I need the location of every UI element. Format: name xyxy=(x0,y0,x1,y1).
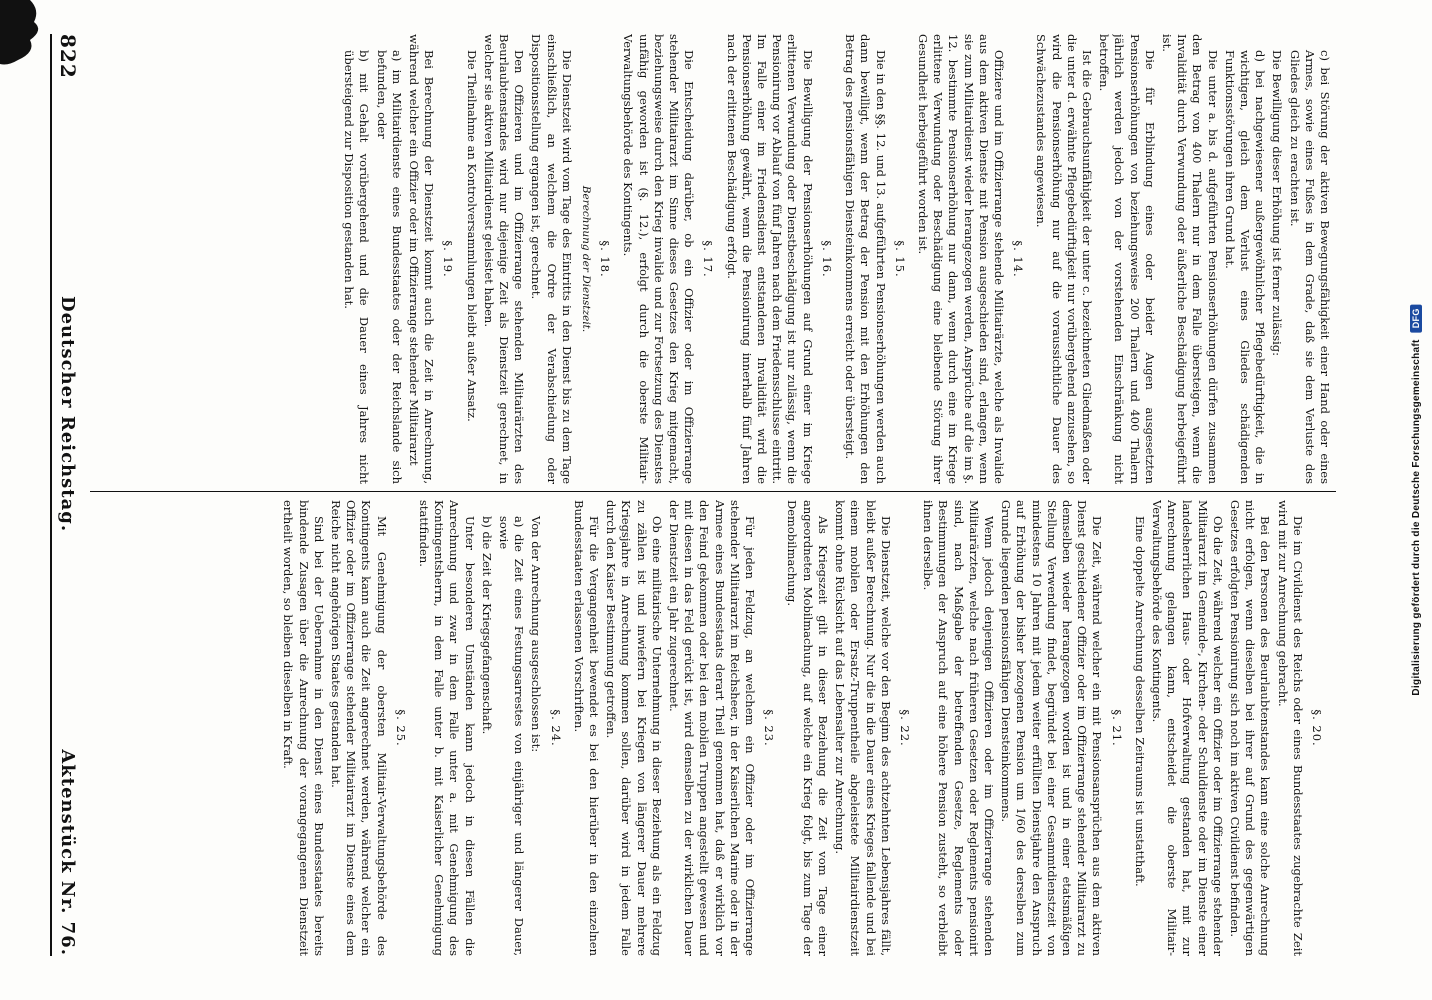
section-heading-25: §. 25. xyxy=(393,709,408,747)
paragraph: Wenn jedoch denjenigen Offizieren oder im Offizierrange stehenden Militairärzten, welche nach früheren Gesetzen oder Reglements pensionirt sind, nach Maßgabe der betreffenden Gesetze, Reglements oder Bestimmungen der Anspruch auf eine höhere Pension zusteht, so verbleibt ihnen derselbe. xyxy=(921,500,996,956)
paragraph: Ob die Zeit, während welcher ein Offizier oder im Offizierrange stehender Militairarzt im Gemeinde-, Kirchen- oder Schuldienste oder im Dienste einer landesherrlichen Haus- oder Hofverwaltung gestanden hat, mit zur Anrechnung gelangen kann, entscheidet die oberste Militair-Verwaltungsbehörde des Kontingents. xyxy=(1149,500,1225,956)
credit-line xyxy=(1410,304,1422,695)
paragraph: Die für Erblindung eines oder beider Augen ausgesetzten Pensionserhöhungen von beziehungsweise 200 Thalern und 400 Thalern jährlich werden jedoch von der vorstehenden Einschränkung nicht betroffen. xyxy=(1097,34,1157,484)
paragraph: Mit Genehmigung der obersten Militair-Verwaltungsbehörde des Kontingents kann auch die Zeit angerechnet werden, während welcher ein Offizier oder im Offizierrange stehender Militairarzt im Dienste eines dem Reiche nicht angehörigen Staates gestanden hat. xyxy=(329,500,389,956)
section-heading-24: §. 24. xyxy=(548,709,563,747)
paragraph: Ist die Gebrauchsunfähigkeit der unter c. bezeichneten Gliedmaßen oder die unter d. erwähnte Pflegebedürftigkeit nur vorübergehend anzusehen, so wird die Pensionserhöhung nur auf die voraussichtliche Dauer des Schwächezustandes angewiesen. xyxy=(1034,34,1094,484)
page-number: 822 xyxy=(56,34,80,79)
paragraph: Die Bewilligung der Pensionserhöhungen auf Grund einer im Kriege erlittenen Verwundung oder Dienstbeschädigung ist nur zulässig, wenn die Pensionirung vor Ablauf von fünf Jahren nach dem Friedensschlusse eintritt. Im Falle einer im Friedensdienst entstandenen Invalidität wird die Pensionserhöhung gewährt, wenn die Pensionirung innerhalb fünf Jahren nach der erlittenen Beschädigung erfolgt. xyxy=(724,34,815,484)
paragraph: Von der Anrechnung ausgeschlossen ist: xyxy=(529,516,544,753)
item-b: b) mit Gehalt vorübergehend und die Dauer eines Jahres nicht übersteigend zur Disposition gestanden hat. xyxy=(342,50,372,484)
paragraph: Eine doppelte Anrechnung desselben Zeitraums ist unstatthaft. xyxy=(1132,516,1147,887)
item-a: a) im Militairdienste eines Bundesstaates oder der Reichslande sich befunden, oder xyxy=(374,50,404,484)
column-divider xyxy=(90,491,1336,492)
paragraph: Den Offizieren und im Offizierrange stehenden Militairärzten des Beurlaubtenstandes wird nur diejenige Zeit als Dienstzeit gerechnet, in welcher sie aktiven Militairdienst geleistet haben. xyxy=(481,34,527,484)
section-heading-15: §. 15. xyxy=(892,240,907,278)
paragraph: Bei den Personen des Beurlaubtenstandes kann eine solche Anrechnung nicht erfolgen, wenn dieselben bei ihrer auf Grund des gegenwärtigen Gesetzes erfolgten Pensionirung sich noch im aktiven Civildienst befinden. xyxy=(1227,500,1273,956)
paragraph: Die Dienstzeit, welche vor den Beginn des achtzehnten Lebensjahres fällt, bleibt außer Berechnung. Nur die in die Dauer eines Krieges fallende und bei einem mobilen oder Ersatz-Truppentheile abgeleistete Militairdienstzeit kommt ohne Rücksicht auf das Lebensalter zur Anrechnung. xyxy=(833,500,893,956)
paragraph: Sind bei der Uebernahme in den Dienst eines Bundesstaates bereits bindende Zusagen über die Anrechnung der vorangegangenen Dienstzeit ertheilt worden, so bleiben dieselben in Kraft. xyxy=(281,500,326,956)
section-heading-17: §. 17. xyxy=(701,240,716,278)
right-column xyxy=(94,500,1332,956)
section-heading-14: §. 14. xyxy=(1011,240,1026,278)
credit-text: Digitalisierung gefördert durch die Deutsche Forschungsgemeinschaft xyxy=(1411,339,1422,696)
item-b: b) die Zeit der Kriegsgefangenschaft. xyxy=(479,516,494,735)
page-header xyxy=(50,34,86,956)
paragraph: Bei Berechnung der Dienstzeit kommt auch die Zeit in Anrechnung, während welcher ein Offizier oder im Offizierrange stehender Militairarzt xyxy=(407,34,437,484)
item-c: c) bei Störung der aktiven Bewegungsfähigkeit einer Hand oder eines Armes, sowie eines Fußes in dem Grade, daß sie dem Verluste des Gliedes gleich zu erachten ist. xyxy=(1287,50,1332,484)
paragraph: Die Theilnahme an Kontrolversammlungen bleibt außer Ansatz. xyxy=(464,50,479,422)
paragraph: Die in den §§. 12. und 13. aufgeführten Pensionserhöhungen werden auch dann bewilligt, wenn der Betrag der Pension mit den Erhöhungen den Betrag des pensionsfähigen Diensteinkommens erreicht oder übersteigt. xyxy=(843,34,888,484)
paragraph: Die Zeit, während welcher ein mit Pensionsansprüchen aus dem aktiven Dienst geschiedener Offizier oder im Offizierrange stehender Militairarzt zu demselben wieder herangezogen worden ist und in einer etatsmäßigen Stellung Verwendung findet, begründet bei einer Gesammtdienstzeit von mindestens 10 Jahren mit jedem weiter erfüllten Dienstjahre den Anspruch auf Erhöhung der bisher bezogenen Pension um 1/60 des derselben zum Grunde liegenden pensionsfähigen Diensteinkommens. xyxy=(999,500,1105,956)
item-d: d) bei nachgewiesener außergewöhnlicher Pflegebedürftigkeit, die in wichtigen, gleich dem Verlust eines Gliedes schädigenden Funktionsstörungen ihren Grund hat. xyxy=(1222,50,1268,484)
paragraph: Für jeden Feldzug, an welchem ein Offizier oder im Offizierrange stehender Militairarzt im Reichsheer, in der Kaiserlichen Marine oder in der Armee eines Bundesstaats derart Theil genommen hat, daß er wirklich vor den Feind gekommen oder bei den mobilen Truppen angestellt gewesen und mit diesen in das Feld gerückt ist, wird demselben zu der wirklichen Dauer der Dienstzeit ein Jahr zugerechnet. xyxy=(667,500,758,956)
paragraph: Die Dienstzeit wird vom Tage des Eintritts in den Dienst bis zu dem Tage einschließlich, an welchem die Ordre der Verabschiedung oder Dispositionsstellung ergangen ist, gerechnet. xyxy=(529,34,574,484)
paragraph: Ob eine militairische Unternehmung in dieser Beziehung als ein Feldzug zu zählen ist und inwiefern bei Kriegen von längerer Dauer mehrere Kriegsjahre in Anrechnung kommen sollen, darüber wird in jedem Falle durch den Kaiser Bestimmung getroffen. xyxy=(604,500,664,956)
left-column xyxy=(94,34,1332,484)
section-heading-18: §. 18. xyxy=(598,240,613,278)
paragraph: Die im Civildienst des Reichs oder eines Bundesstaates zugebrachte Zeit wird mit zur Anrechnung gebracht. xyxy=(1275,500,1305,956)
section-heading-16: §. 16. xyxy=(819,240,834,278)
paragraph: Für die Vergangenheit bewendet es bei den hierüber in den einzelnen Bundesstaaten erlassenen Vorschriften. xyxy=(571,500,602,956)
section-subtitle: Berechnung der Dienstzeit. xyxy=(580,185,593,333)
header-right-title: Aktenstück Nr. 76. xyxy=(57,749,79,956)
paragraph: Offiziere und im Offizierrange stehende Militairärzte, welche als Invalide aus dem aktiven Dienste mit Pension ausgeschieden sind, erlangen, wenn sie zum Militairdienst wieder herangezogen werden, Ansprüche auf die im §. 12. bestimmte Pensionserhöhung nur dann, wenn durch eine im Kriege erlittene Verwundung oder Beschädigung eine bleibende Störung ihrer Gesundheit herbeigeführt worden ist. xyxy=(915,34,1006,484)
dfg-logo: DFG xyxy=(1410,304,1422,332)
digitization-credit xyxy=(1404,0,1428,1000)
paragraph: Die Entscheidung darüber, ob ein Offizier oder im Offizierrange stehender Militairarzt im Sinne dieses Gesetzes den Krieg mitgemacht, beziehungsweise durch den Krieg invalide und zur Fortsetzung des Dienstes unfähig geworden ist (§. 12.), erfolgt durch die oberste Militair-Verwaltungsbehörde des Kontingents. xyxy=(621,34,697,484)
section-heading-21: §. 21. xyxy=(1109,709,1124,747)
header-rule xyxy=(50,34,52,956)
item-a: a) die Zeit eines Festungsarrestes von einjähriger und längerer Dauer, sowie xyxy=(497,516,527,956)
paragraph: Als Kriegszeit gilt in dieser Beziehung die Zeit vom Tage einer angeordneten Mobilmachung, auf welche ein Krieg folgt, bis zum Tage der Demobilmachung. xyxy=(785,500,830,956)
paragraph: Die Bewilligung dieser Erhöhung ist ferner zulässig: xyxy=(1270,50,1285,357)
section-heading-19: §. 19. xyxy=(441,240,456,278)
paragraph: Die unter a. bis d. aufgeführten Pensionserhöhungen dürfen zusammen den Betrag von 400 Thalern nur in dem Falle übersteigen, wenn die Invalidität durch Verwundung oder äußerliche Beschädigung herbeigeführt ist. xyxy=(1159,34,1220,484)
section-heading-22: §. 22. xyxy=(897,709,912,747)
section-heading-20: §. 20. xyxy=(1310,709,1324,747)
section-heading-23: §. 23. xyxy=(762,709,777,747)
header-left-title: Deutscher Reichstag. xyxy=(57,295,79,533)
paragraph: Unter besonderen Umständen kann jedoch in diesen Fällen die Anrechnung und zwar in dem Falle unter a. mit Genehmigung des Kontingentsherrn, in dem Falle unter b. mit Kaiserlicher Genehmigung stattfinden. xyxy=(417,500,477,956)
